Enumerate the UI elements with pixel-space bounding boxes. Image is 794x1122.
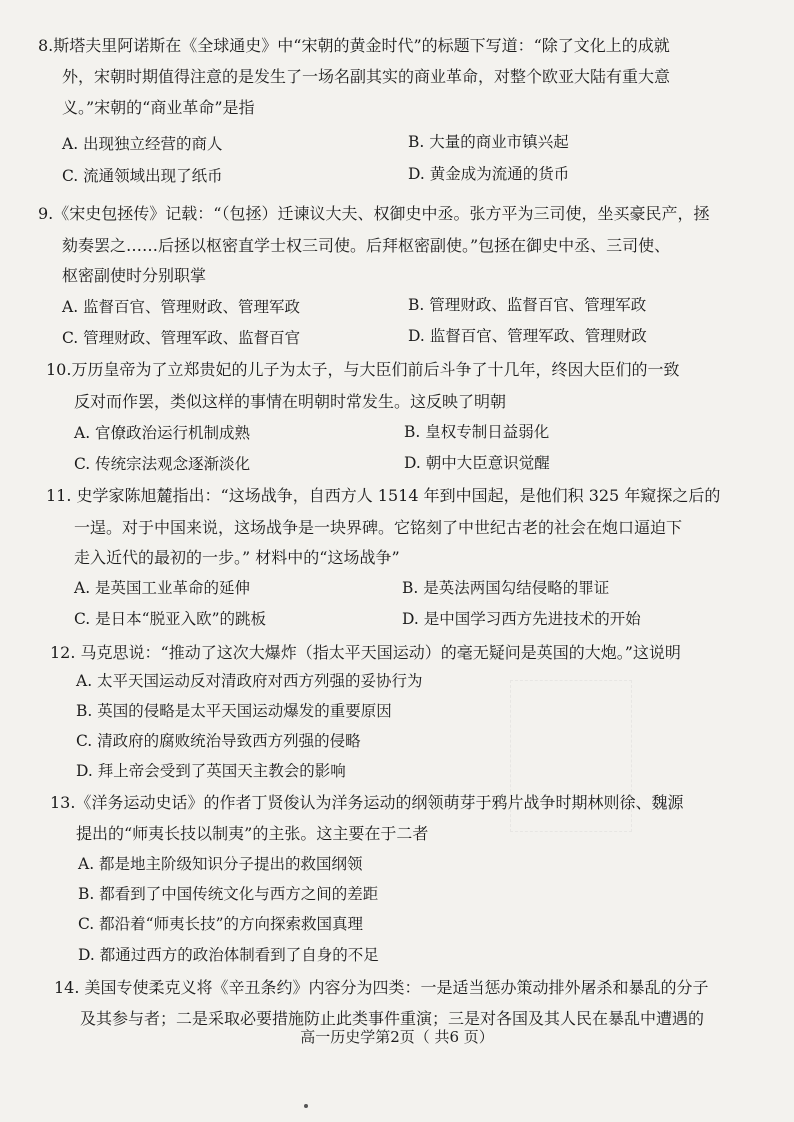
question-9-option-a: A. 监督百官、管理财政、管理军政 [62, 298, 301, 316]
question-13-option-b: B. 都看到了中国传统文化与西方之间的差距 [78, 885, 379, 903]
question-12-option-d: D. 拜上帝会受到了英国天主教会的影响 [76, 762, 346, 780]
question-8-option-d: D. 黄金成为流通的货币 [408, 165, 570, 183]
question-8-line-1: 8.斯塔夫里阿诺斯在《全球通史》中“宋朝的黄金时代”的标题下写道：“除了文化上的成就 [38, 36, 670, 55]
question-11-line-2: 一逞。对于中国来说，这场战争是一块界碑。它铭刻了中世纪古老的社会在炮口逼迫下 [74, 518, 683, 537]
question-13-line-1: 13.《洋务运动史话》的作者丁贤俊认为洋务运动的纲领萌芽于鸦片战争时期林则徐、魏源 [50, 793, 684, 812]
question-12-option-c: C. 清政府的腐败统治导致西方列强的侵略 [76, 732, 361, 750]
question-9-option-c: C. 管理财政、管理军政、监督百官 [62, 329, 301, 347]
question-13-option-d: D. 都通过西方的政治体制看到了自身的不足 [78, 946, 379, 964]
question-13-line-2: 提出的“师夷长技以制夷”的主张。这主要在于二者 [76, 824, 429, 843]
question-12-option-a: A. 太平天国运动反对清政府对西方列强的妥协行为 [76, 672, 423, 690]
question-9-option-d: D. 监督百官、管理军政、管理财政 [408, 327, 647, 345]
question-10-option-b: B. 皇权专制日益弱化 [404, 423, 550, 441]
question-9-line-3: 枢密副使时分别职掌 [62, 266, 207, 285]
question-10-option-d: D. 朝中大臣意识觉醒 [404, 454, 550, 472]
question-8-option-c: C. 流通领域出现了纸币 [62, 167, 223, 185]
question-9-line-2: 劾奏罢之……后拯以枢密直学士权三司使。后拜枢密副使。”包拯在御史中丞、三司使、 [62, 236, 671, 255]
question-10-line-2: 反对而作罢，类似这样的事情在明朝时常发生。这反映了明朝 [74, 392, 507, 411]
question-11-line-3: 走入近代的最初的一步。” 材料中的“这场战争” [74, 548, 400, 567]
question-13-option-c: C. 都沿着“师夷长技”的方向探索救国真理 [78, 915, 364, 933]
question-14-line-1: 14. 美国专使柔克义将《辛丑条约》内容分为四类：一是适当惩办策动排外屠杀和暴乱的分子 [54, 978, 709, 997]
question-14-line-2: 及其参与者；二是采取必要措施防止此类事件重演；三是对各国及其人民在暴乱中遭遇的 [80, 1009, 705, 1028]
question-8-line-3: 义。”宋朝的“商业革命”是指 [62, 98, 255, 117]
question-8-option-a: A. 出现独立经营的商人 [62, 135, 223, 153]
question-11-option-c: C. 是日本“脱亚入欧”的跳板 [74, 610, 267, 628]
question-11-line-1: 11. 史学家陈旭麓指出：“这场战争，自西方人 1514 年到中国起，是他们积 325 年窥探之后的 [46, 486, 721, 505]
question-11-option-a: A. 是英国工业革命的延伸 [74, 579, 251, 597]
question-9-line-1: 9.《宋史包拯传》记载：“（包拯）迁谏议大夫、权御史中丞。张方平为三司使，坐买豪民产，拯 [38, 204, 710, 223]
question-9-option-b: B. 管理财政、监督百官、管理军政 [408, 296, 647, 314]
faint-stamp-mark [510, 680, 632, 832]
question-10-option-c: C. 传统宗法观念逐渐淡化 [74, 455, 251, 473]
page-footer: 高一历史学第2页（ 共6 页） [300, 1028, 494, 1046]
question-12-option-b: B. 英国的侵略是太平天国运动爆发的重要原因 [76, 702, 392, 720]
question-11-option-b: B. 是英法两国勾结侵略的罪证 [402, 579, 610, 597]
question-8-option-b: B. 大量的商业市镇兴起 [408, 133, 569, 151]
question-13-option-a: A. 都是地主阶级知识分子提出的救国纲领 [78, 855, 363, 873]
question-11-option-d: D. 是中国学习西方先进技术的开始 [402, 610, 641, 628]
scan-dot-mark [304, 1104, 308, 1108]
question-12-line-1: 12. 马克思说：“推动了这次大爆炸（指太平天国运动）的毫无疑问是英国的大炮。”这说明 [50, 643, 681, 662]
question-10-line-1: 10.万历皇帝为了立郑贵妃的儿子为太子，与大臣们前后斗争了十几年，终因大臣们的一致 [46, 360, 680, 379]
question-10-option-a: A. 官僚政治运行机制成熟 [74, 424, 251, 442]
question-8-line-2: 外，宋朝时期值得注意的是发生了一场名副其实的商业革命，对整个欧亚大陆有重大意 [62, 67, 671, 86]
